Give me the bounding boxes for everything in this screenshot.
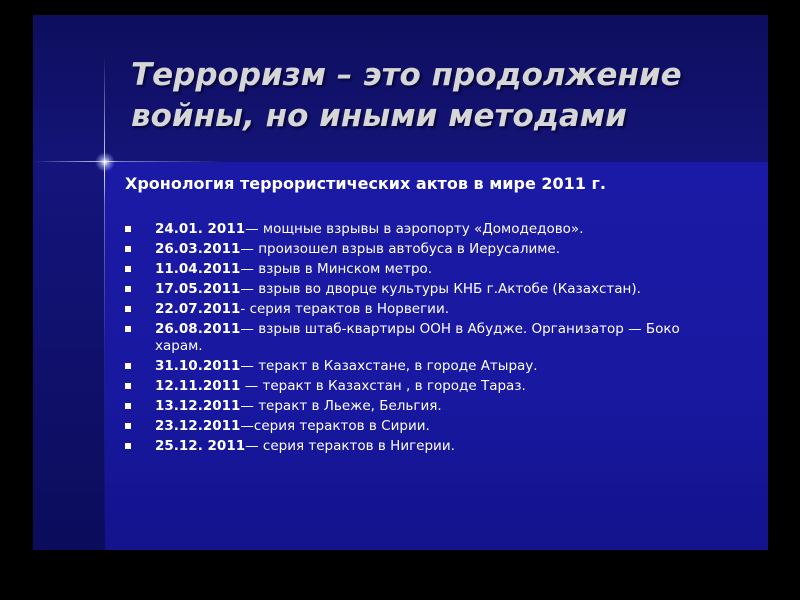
event-date: 31.10.2011 [155,358,241,374]
square-bullet-icon [125,443,131,449]
list-item [125,358,725,375]
square-bullet-icon [125,326,131,332]
event-date: 11.04.2011 [155,261,241,277]
event-text: — взрыв в Минском метро. [240,261,433,277]
list-item [125,438,725,455]
event-text: — произошел взрыв автобуса в Иерусалиме. [240,241,560,257]
event-text: — взрыв штаб-квартиры ООН в Абудже. Организатор — Боко харам. [155,321,680,354]
event-date: 17.05.2011 [155,281,241,297]
square-bullet-icon [125,383,131,389]
square-bullet-icon [125,306,131,312]
event-date: 24.01. 2011 [155,221,246,237]
list-item [125,418,725,435]
event-text: — серия терактов в Нигерии. [245,438,455,454]
square-bullet-icon [125,226,131,232]
square-bullet-icon [125,266,131,272]
square-bullet-icon [125,423,131,429]
list-item [125,398,725,415]
square-bullet-icon [125,246,131,252]
list-item [125,321,725,355]
event-date: 25.12. 2011 [155,438,246,454]
event-text: - серия терактов в Норвегии. [240,301,450,317]
square-bullet-icon [125,403,131,409]
light-flare-horizontal [33,161,223,162]
events-list [125,221,725,458]
list-item [125,261,725,278]
light-flare-glow-icon [95,152,115,172]
event-text: — теракт в Льеже, Бельгия. [240,398,442,414]
slide-left-band [33,162,105,550]
list-item [125,241,725,258]
event-date: 12.11.2011 [155,378,241,394]
square-bullet-icon [125,363,131,369]
event-date: 26.08.2011 [155,321,241,337]
event-date: 22.07.2011 [155,301,241,317]
list-item [125,221,725,238]
event-text: — теракт в Казахстан , в городе Тараз. [240,378,526,394]
event-text: — мощные взрывы в аэропорту «Домодедово». [245,221,584,237]
list-item [125,378,725,395]
list-item [125,281,725,298]
square-bullet-icon [125,286,131,292]
list-item [125,301,725,318]
slide-title: Терроризм – это продолжение войны, но иными методами [131,57,682,134]
light-flare-vertical [104,55,105,550]
presentation-slide [33,15,768,550]
event-date: 26.03.2011 [155,241,241,257]
event-text: — взрыв во дворце культуры КНБ г.Актобе (Казахстан). [240,281,641,297]
event-text: —серия терактов в Сирии. [240,418,430,434]
event-date: 13.12.2011 [155,398,241,414]
event-text: — теракт в Казахстане, в городе Атырау. [240,358,538,374]
slide-subtitle: Хронология террористических актов в мире 2011 г. [125,174,606,193]
event-date: 23.12.2011 [155,418,241,434]
